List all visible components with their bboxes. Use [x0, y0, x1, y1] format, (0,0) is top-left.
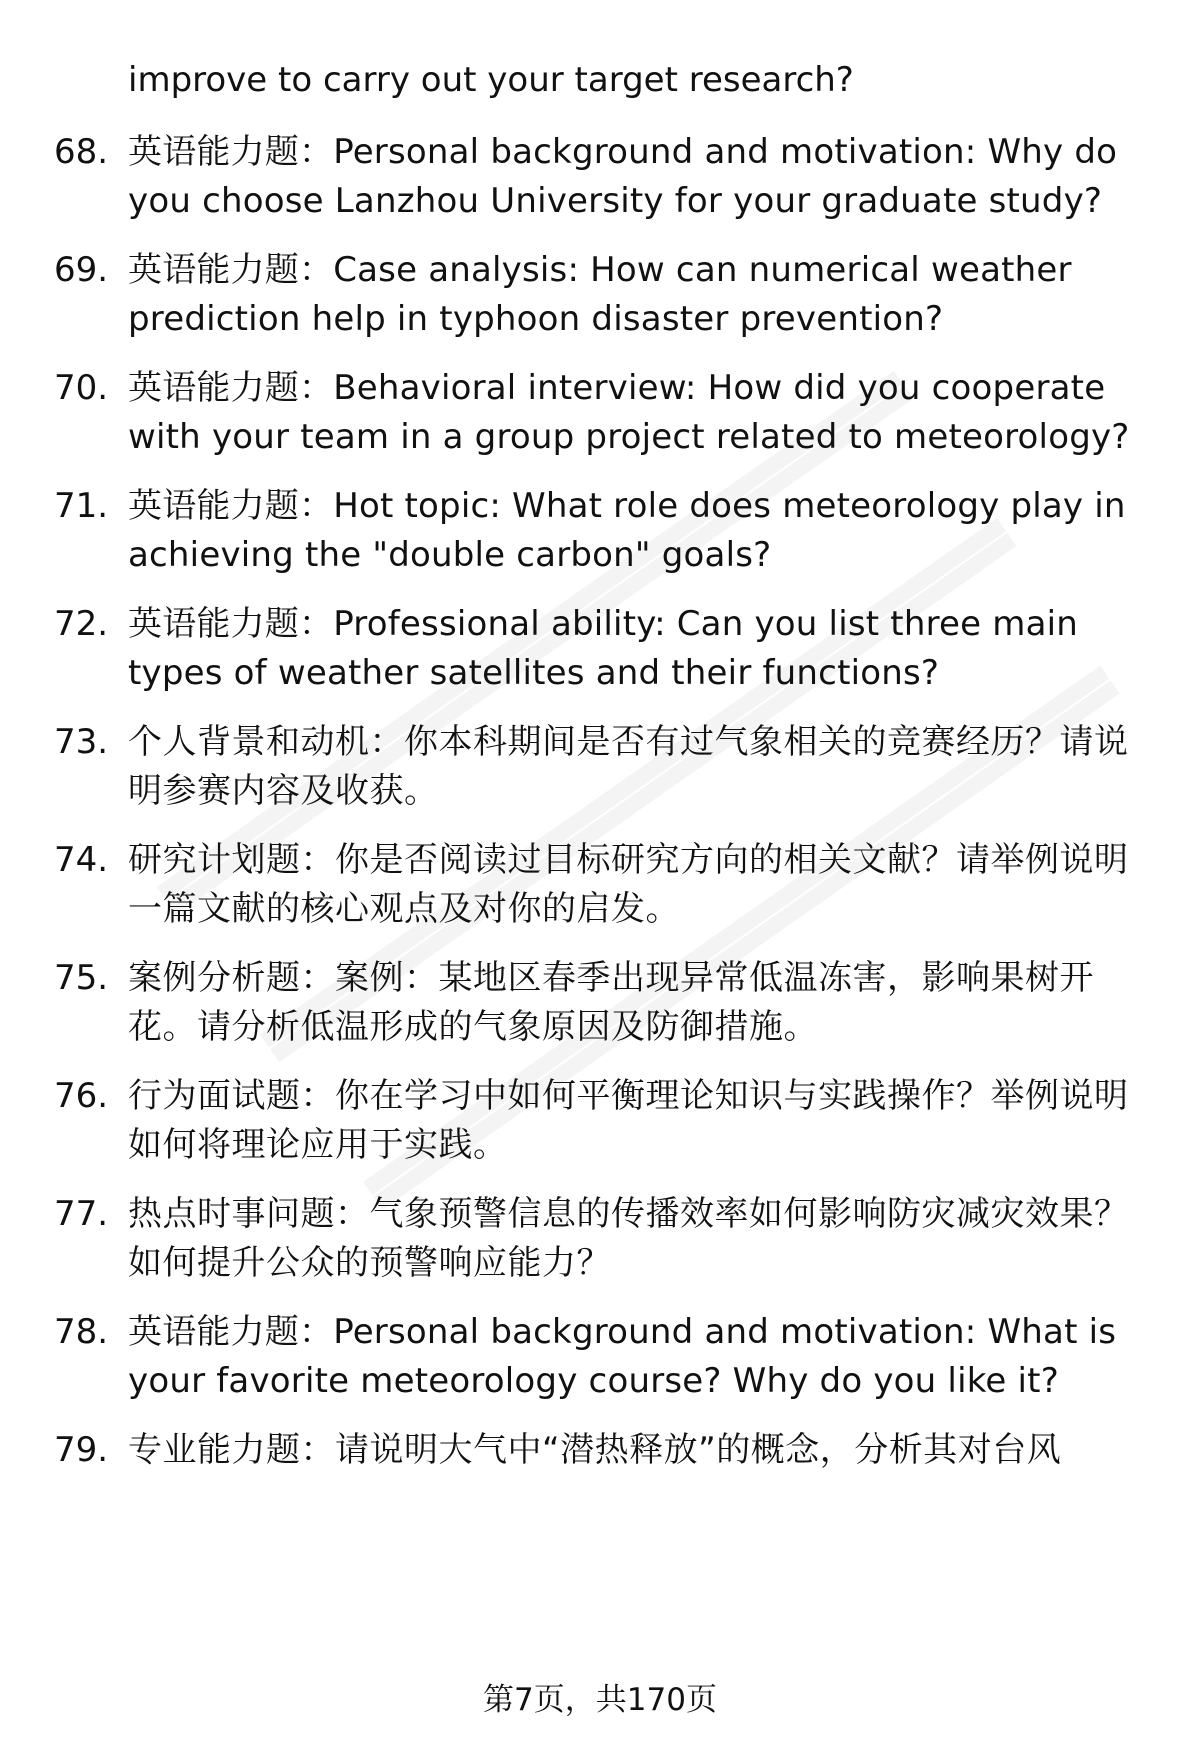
page-footer: 第7页，共170页 [483, 1682, 717, 1718]
question-number: 70. [54, 368, 109, 408]
question-text: 热点时事问题：气象预警信息的传播效率如何影响防灾减灾效果？如何提升公众的预警响应能力？ [128, 1194, 1129, 1283]
question-number: 76. [54, 1076, 109, 1116]
question-73 [54, 718, 1164, 816]
question-number: 78. [54, 1312, 109, 1352]
question-69 [54, 246, 1164, 344]
question-text: 英语能力题：Professional ability: Can you list three main types of weather satellites and their functions? [128, 604, 1078, 693]
question-number: 75. [54, 958, 109, 998]
question-text: 案例分析题：案例：某地区春季出现异常低温冻害，影响果树开花。请分析低温形成的气象原因及防御措施。 [128, 958, 1094, 1047]
question-number: 73. [54, 722, 109, 762]
question-text: 英语能力题：Personal background and motivation: What is your favorite meteorology course? Why do you like it? [128, 1312, 1117, 1401]
question-number: 69. [54, 250, 109, 290]
question-68 [54, 128, 1164, 226]
question-75 [54, 954, 1164, 1052]
question-72 [54, 600, 1164, 698]
question-text: 英语能力题：Behavioral interview: How did you cooperate with your team in a group project related to meteorology? [128, 368, 1130, 457]
question-number: 79. [54, 1430, 109, 1470]
question-71 [54, 482, 1164, 580]
question-text: 行为面试题：你在学习中如何平衡理论知识与实践操作？举例说明如何将理论应用于实践。 [128, 1076, 1129, 1165]
question-76 [54, 1072, 1164, 1170]
question-74 [54, 836, 1164, 934]
question-79 [54, 1426, 1164, 1475]
question-number: 71. [54, 486, 109, 526]
question-78 [54, 1308, 1164, 1406]
question-number: 72. [54, 604, 109, 644]
continuation-text: improve to carry out your target research? [128, 60, 854, 100]
question-77 [54, 1190, 1164, 1288]
question-text: 英语能力题：Personal background and motivation: Why do you choose Lanzhou University for your graduate study? [128, 132, 1118, 221]
question-text: 个人背景和动机：你本科期间是否有过气象相关的竞赛经历？请说明参赛内容及收获。 [128, 722, 1129, 811]
question-text: 专业能力题：请说明大气中“潜热释放”的概念，分析其对台风 [128, 1430, 1062, 1470]
question-number: 68. [54, 132, 109, 172]
question-70 [54, 364, 1164, 462]
question-number: 74. [54, 840, 109, 880]
question-text: 研究计划题：你是否阅读过目标研究方向的相关文献？请举例说明一篇文献的核心观点及对你的启发。 [128, 840, 1129, 929]
question-text: 英语能力题：Case analysis: How can numerical weather prediction help in typhoon disaster prevention? [128, 250, 1072, 339]
question-number: 77. [54, 1194, 109, 1234]
question-text: 英语能力题：Hot topic: What role does meteorology play in achieving the "double carbon" goals? [128, 486, 1126, 575]
